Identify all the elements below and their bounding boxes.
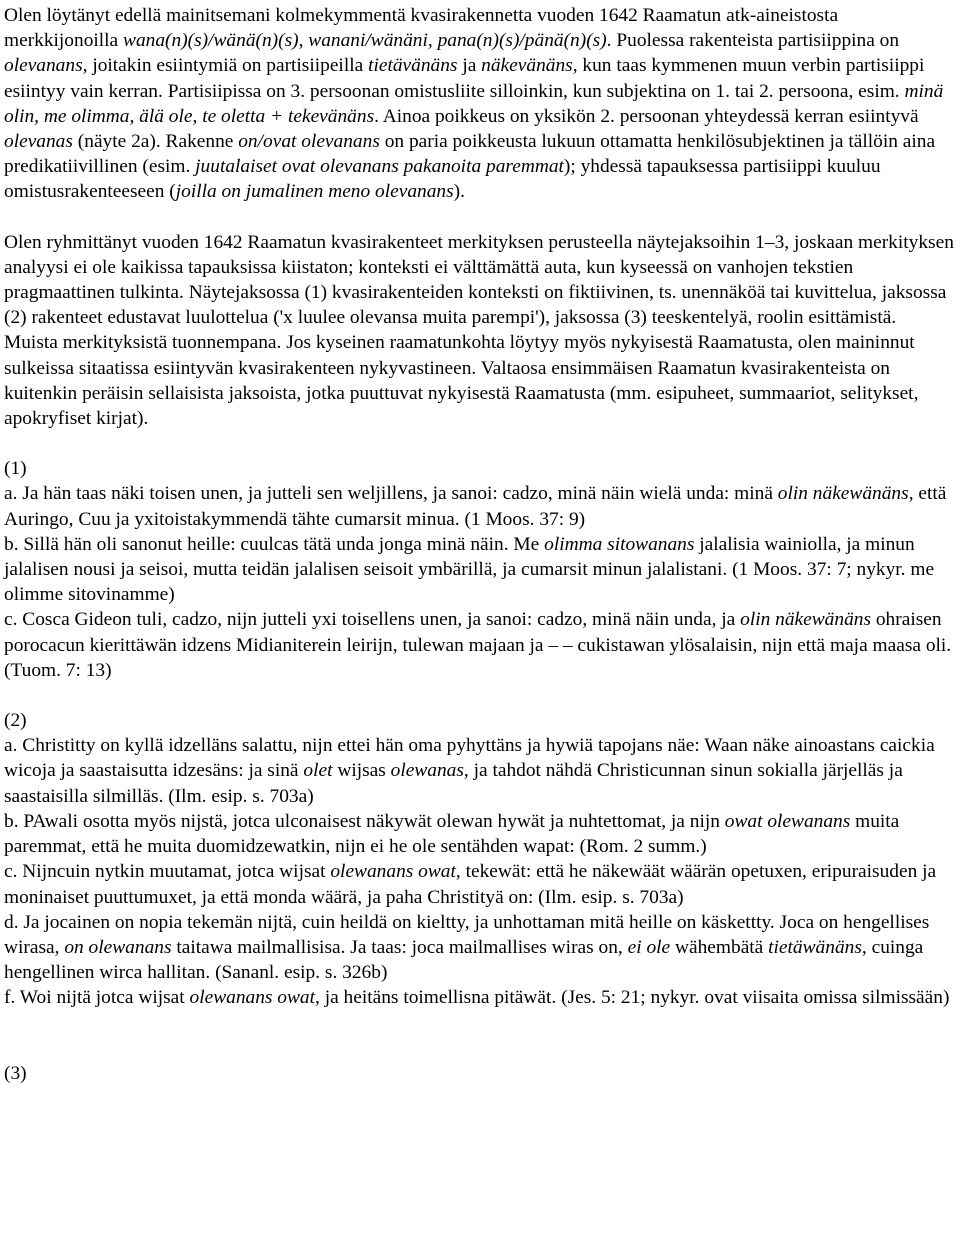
example-item	[4, 859, 954, 909]
example-item	[4, 733, 954, 809]
text-run: ohraisen porocacun kierittäwän idzens Midianiterein leirijn, tulewan majaan ja – – cukistawan ylösalaisin, nijn että maja maasa oli. (Tuom. 7: 13)	[4, 609, 952, 681]
text-run: ).	[453, 181, 465, 203]
text-run: , tekewät: että he näkewäät wäärän opetuxen, eripuraisuden ja moninaiset puuttumuxet, ja että monda wäärä, ja paha Christityä on: (Ilm. esip. s. 703a)	[4, 861, 937, 908]
text-run: , että Auringo, Cuu ja yxitoistakymmendä tähte cumarsit minua. (1 Moos. 37: 9)	[4, 483, 947, 530]
text-run: muita paremmat, että he muita duomidzewatkin, nijn ei he ole sentähden wapat: (Rom. 2 summ.)	[4, 810, 900, 858]
text-run: c. Cosca Gideon tuli, cadzo, nijn jutteli yxi toisellens unen, ja sanoi: cadzo, minä näin unda, ja	[4, 609, 741, 631]
italic-term: näkevänäns	[481, 55, 573, 77]
italic-term: olewanans owat	[330, 861, 456, 883]
italic-term: owat olewanans	[724, 810, 851, 832]
italic-term: ei ole	[627, 936, 671, 958]
italic-term: olin näkewänäns	[777, 483, 909, 505]
italic-term: minä olin, me olimma, älä ole, te oletta + tekevänäns	[4, 80, 944, 127]
italic-term: olewanans owat	[189, 987, 316, 1009]
text-run: a. Christitty on kyllä idzelläns salattu, nijn ettei hän oma pyhyttäns ja hywiä tapojans näe: Waan näke ainoastans caickia wicoja ja saastaisutta idzesäns: ja sinä	[4, 735, 935, 782]
example-item	[4, 532, 954, 608]
example-block	[4, 1061, 954, 1086]
text-run: Olen ryhmittänyt vuoden 1642 Raamatun kvasirakenteet merkityksen perusteella näytejaksoihin 1–3, joskaan merkityksen analyysi ei ole kaikissa tapauksissa kiistaton; konteksti ei välttämättä auta, kun kyseessä on vanhojen tekstien pragmaattinen tulkinta. Näytejaksossa (1) kvasirakenteiden konteksti on fiktiivinen, ts. unennäköä tai kuvittelua, jaksossa (2) rakenteet edustavat luulottelua ('x luulee olevansa muita parempi'), jaksossa (3) teeskentelyä, roolin esittämistä. Muista merkityksistä tuonnempana. Jos kyseinen raamatunkohta löytyy myös nykyisestä Raamatusta, olen maininnut sulkeissa sitaatissa esiintyvän kvasirakenteen nykyvastineen. Valtaosa ensimmäisen Raamatun kvasirakenteista on kuitenkin peräisin sellaisista jaksoista, jotka puuttuvat nykyisestä Raamatusta (mm. esipuheet, summaariot, selitykset, apokryfiset kirjat).	[4, 231, 954, 430]
italic-term: juutalaiset ovat olevanans pakanoita paremmat	[195, 156, 564, 178]
italic-term: tietäwänäns	[768, 936, 862, 958]
text-run: , cuinga hengellinen wirca hallitan. (Sananl. esip. s. 326b)	[4, 936, 924, 984]
text-run: . Ainoa poikkeus on yksikön 2. persoonan yhteydessä kerran esiintyvä	[374, 105, 919, 127]
italic-term: olevanas	[4, 131, 73, 153]
italic-term: on olewanans	[64, 936, 172, 958]
italic-term: olewanas	[390, 760, 464, 782]
text-run: , ja heitäns toimellisna pitäwät. (Jes. 5: 21; nykyr. ovat viisaita omissa silmissään)	[315, 987, 950, 1009]
text-run: c. Nijncuin nytkin muutamat, jotca wijsat	[4, 861, 331, 883]
text-run: a. Ja hän taas näki toisen unen, ja jutteli sen weljillens, ja sanoi: cadzo, minä näin wielä unda: minä	[4, 483, 778, 505]
text-run: b. PAwali osotta myös nijstä, jotca ulconaisest näkywät olewan hywät ja nuhtettomat, ja nijn	[4, 810, 725, 832]
text-run: , ja tahdot nähdä Christicunnan sinun sokialla järjelläs ja saastaisilla silmilläs. (Ilm. esip. s. 703a)	[4, 760, 903, 807]
italic-term: olet	[303, 760, 333, 782]
text-run: taitawa mailmallisisa. Ja taas: joca mailmallises wiras on,	[171, 936, 628, 958]
text-run: on paria poikkeusta lukuun ottamatta henkilösubjektinen ja tällöin aina predikatiivillinen (esim.	[4, 131, 936, 178]
text-run: , kun taas kymmenen muun verbin partisiippi esiintyy vain kerran. Partisiipissa on 3. persoonan omistusliite silloinkin, kun subjektina on 1. tai 2. persoona, esim.	[4, 55, 925, 102]
text-run: ); yhdessä tapauksessa partisiippi kuuluu omistusrakenteeseen (	[4, 156, 881, 203]
example-item	[4, 985, 954, 1010]
text-run: wähembätä	[670, 936, 769, 958]
example-number: (2)	[4, 710, 27, 732]
italic-term: olevanans	[4, 55, 83, 77]
italic-term: joilla on jumalinen meno olevanans	[175, 181, 454, 203]
example-number: (3)	[4, 1062, 27, 1084]
example-item	[4, 910, 954, 986]
example-number: (1)	[4, 458, 27, 480]
text-run: . Puolessa rakenteista partisiippina on	[606, 30, 900, 52]
text-run: Olen löytänyt edellä mainitsemani kolmekymmentä kvasirakennetta vuoden 1642 Raamatun atk-aineistosta merkkijonoilla	[4, 5, 839, 52]
example-item	[4, 481, 954, 531]
italic-term: tietävänäns	[368, 55, 458, 77]
text-run: jalalisia wainiolla, ja minun jalalisen nousi ja seisoi, mutta teidän jalalisen seisoit ymbärillä, ja cumarsit minun jalalistani. (1 Moos. 37: 7; nykyr. me olimme sitovinamme)	[4, 533, 935, 606]
text-run: f. Woi nijtä jotca wijsat	[4, 987, 190, 1009]
text-run: , joitakin esiintymiä on partisiipeilla	[82, 55, 369, 77]
document-body	[4, 0, 954, 1086]
text-run: (näyte 2a). Rakenne	[72, 131, 239, 153]
text-run: ja	[457, 55, 482, 77]
example-item	[4, 607, 954, 683]
italic-term: on/ovat olevanans	[238, 131, 380, 153]
italic-term: olin näkewänäns	[740, 609, 872, 631]
text-run: wijsas	[332, 760, 391, 782]
example-block	[4, 708, 954, 1010]
italic-term: wana(n)(s)/wänä(n)(s), wanani/wänäni, pana(n)(s)/pänä(n)(s)	[123, 30, 607, 52]
example-block	[4, 456, 954, 683]
body-paragraph	[4, 0, 954, 205]
italic-term: olimma sitowanans	[544, 533, 695, 555]
text-run: d. Ja jocainen on nopia tekemän nijtä, cuin heildä on kieltty, ja unhottaman mitä heille on käskettty. Joca on hengellises wirasa,	[4, 911, 930, 958]
body-paragraph	[4, 230, 954, 432]
example-item	[4, 809, 954, 859]
text-run: b. Sillä hän oli sanonut heille: cuulcas tätä unda jonga minä näin. Me	[4, 533, 545, 555]
